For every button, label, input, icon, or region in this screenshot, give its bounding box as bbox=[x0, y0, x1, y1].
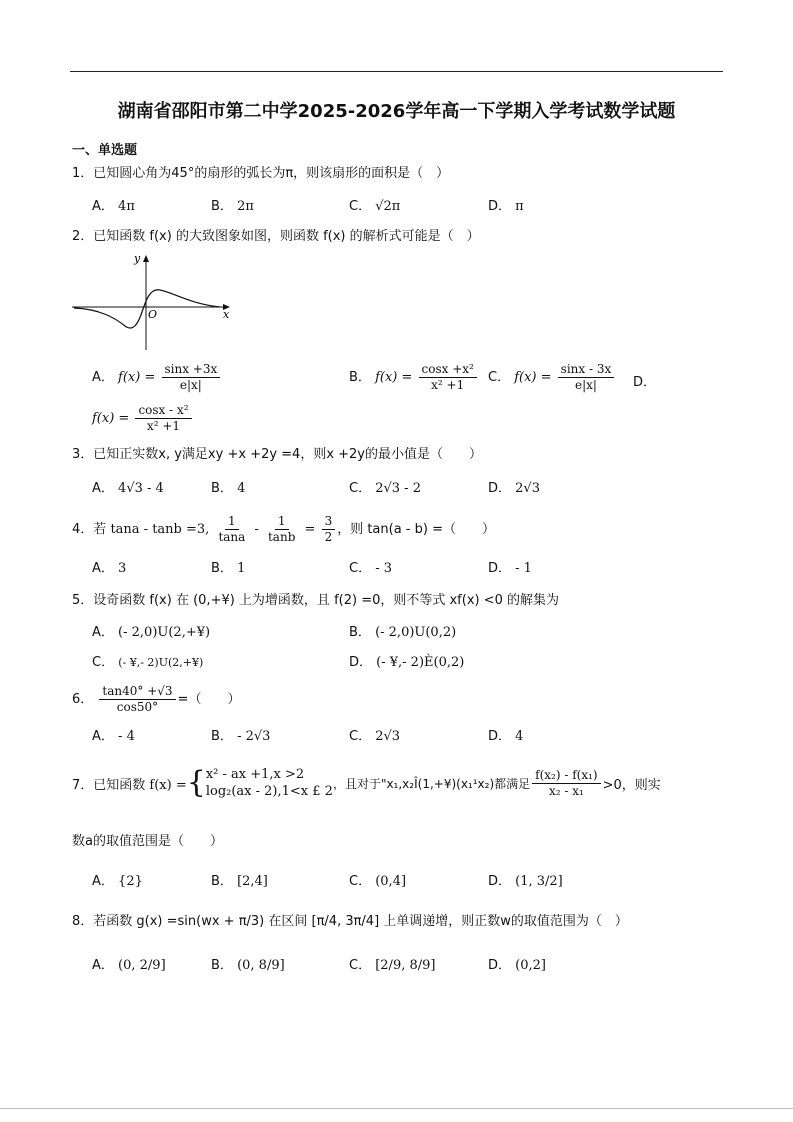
piece-1: x² - ax +1,x >2 bbox=[205, 767, 305, 782]
q5-option-d[interactable]: D． (- ¥,- 2)È(0,2) bbox=[349, 655, 465, 670]
question-text: 设奇函数 f(x) 在 (0,+¥) 上为增函数，且 f(2) =0，则不等式 xf(x) <0 的解集为 bbox=[93, 593, 560, 608]
q6-option-c[interactable]: C． 2√3 bbox=[349, 729, 401, 744]
q1-option-a[interactable]: A． 4π bbox=[92, 199, 135, 214]
question-text: 若函数 g(x) =sin(wx + π/3) 在区间 [π/4, 3π/4] 上单调递增，则正数w的取值范围为（ ） bbox=[93, 914, 628, 929]
question-6: 6． $\frac{\tan 40^\circ +√3}{\cos 50^\circ}$ =（ ） bbox=[72, 684, 241, 714]
footer-rule bbox=[0, 1108, 793, 1109]
q5-option-a[interactable]: A． (- 2,0)U(2,+¥) bbox=[92, 625, 211, 640]
q7-option-b[interactable]: B． [2,4] bbox=[211, 874, 268, 889]
function-graph bbox=[70, 252, 240, 352]
question-number: 4． bbox=[72, 522, 94, 537]
q2-option-b[interactable]: B． f(x) = $\frac{\text{cosx +x²}}{\text{x² +1}}$ bbox=[349, 362, 479, 393]
y-axis-arrow bbox=[143, 255, 149, 262]
question-text: 已知正实数x, y满足xy +x +2y =4，则x +2y的最小值是（ ） bbox=[93, 447, 483, 462]
q3-option-b[interactable]: B． 4 bbox=[211, 481, 246, 496]
q1-option-c[interactable]: C． √2π bbox=[349, 199, 401, 214]
header-rule bbox=[70, 71, 723, 72]
q4-option-d[interactable]: D． - 1 bbox=[488, 561, 532, 576]
q2-option-c[interactable]: C． f(x) = $\frac{\sin x - 3x}{e|x|}$ bbox=[488, 362, 616, 393]
question-text: 已知函数 f(x) 的大致图象如图，则函数 f(x) 的解析式可能是（ ） bbox=[93, 229, 480, 244]
question-7: 7． 已知函数 f(x) = { x² - ax +1,x >2 log₂(ax - 2),1<x £ 2 ，且对于"x₁,x₂Î(1,+¥)(x₁¹x₂)都满足 $\frac{\text{f(x₂) - f(x₁)}}{\text{x₂ - x₁}}$ >0，则实 bbox=[72, 765, 661, 800]
q2-option-a[interactable]: A． f(x) = $\frac{\sin x +3x}{e|x|}$ bbox=[92, 362, 222, 393]
question-number: 8． bbox=[72, 914, 94, 929]
section-heading: 一、单选题 bbox=[72, 143, 138, 158]
question-number: 5． bbox=[72, 593, 94, 608]
x-axis-label: x bbox=[223, 308, 230, 321]
q3-option-c[interactable]: C． 2√3 - 2 bbox=[349, 481, 421, 496]
question-4: 4．若 tana - tanb =3, $\frac{1}{\tan a}$ - $\frac{1}{\tan b}$ = $\frac{3}{2}$ ，则 tan(a - b) =（ ） bbox=[72, 514, 495, 544]
q3-option-a[interactable]: A． 4√3 - 4 bbox=[92, 481, 164, 496]
q5-option-b[interactable]: B． (- 2,0)U(0,2) bbox=[349, 625, 457, 640]
q6-option-a[interactable]: A． - 4 bbox=[92, 729, 135, 744]
q2-option-d[interactable]: f(x) = $\frac{\text{cosx - x²}}{\text{x² +1}}$ bbox=[92, 403, 194, 434]
q4-option-a[interactable]: A． 3 bbox=[92, 561, 127, 576]
question-1 bbox=[72, 162, 449, 181]
q2-option-d-label[interactable]: D． bbox=[633, 375, 657, 390]
q5-option-c[interactable]: C． (- ¥,- 2)U(2,+¥) bbox=[92, 655, 204, 670]
y-axis-label: y bbox=[134, 252, 141, 265]
q7-option-c[interactable]: C． (0,4] bbox=[349, 874, 407, 889]
q1-option-b[interactable]: B． 2π bbox=[211, 199, 254, 214]
question-5 bbox=[72, 589, 559, 608]
q6-option-d[interactable]: D． 4 bbox=[488, 729, 524, 744]
q8-option-d[interactable]: D． (0,2] bbox=[488, 958, 546, 973]
piecewise-brace: { bbox=[186, 765, 206, 800]
q7-option-d[interactable]: D． (1, 3/2] bbox=[488, 874, 563, 889]
question-2 bbox=[72, 225, 480, 244]
question-number: 6． bbox=[72, 692, 94, 707]
q7-option-a[interactable]: A． {2} bbox=[92, 874, 143, 889]
q8-option-c[interactable]: C． [2/9, 8/9] bbox=[349, 958, 436, 973]
question-number: 3． bbox=[72, 447, 94, 462]
question-number: 1． bbox=[72, 166, 94, 181]
question-8 bbox=[72, 910, 628, 929]
q4-option-c[interactable]: C． - 3 bbox=[349, 561, 393, 576]
question-number: 7． bbox=[72, 777, 94, 793]
question-7-line2: 数a的取值范围是（ ） bbox=[72, 834, 223, 849]
origin-label: O bbox=[148, 308, 158, 321]
piece-2: log₂(ax - 2),1<x £ 2 bbox=[205, 784, 333, 799]
page-title: 湖南省邵阳市第二中学2025-2026学年高一下学期入学考试数学试题 bbox=[117, 101, 676, 122]
question-number: 2． bbox=[72, 229, 94, 244]
q1-option-d[interactable]: D． π bbox=[488, 199, 524, 214]
q8-option-b[interactable]: B． (0, 8/9] bbox=[211, 958, 285, 973]
curve bbox=[74, 290, 220, 328]
q8-option-a[interactable]: A． (0, 2/9] bbox=[92, 958, 166, 973]
q4-option-b[interactable]: B． 1 bbox=[211, 561, 246, 576]
q3-option-d[interactable]: D． 2√3 bbox=[488, 481, 540, 496]
question-text: 已知圆心角为45°的扇形的弧长为π，则该扇形的面积是（ ） bbox=[93, 166, 450, 181]
q6-option-b[interactable]: B． - 2√3 bbox=[211, 729, 271, 744]
question-3 bbox=[72, 443, 482, 462]
